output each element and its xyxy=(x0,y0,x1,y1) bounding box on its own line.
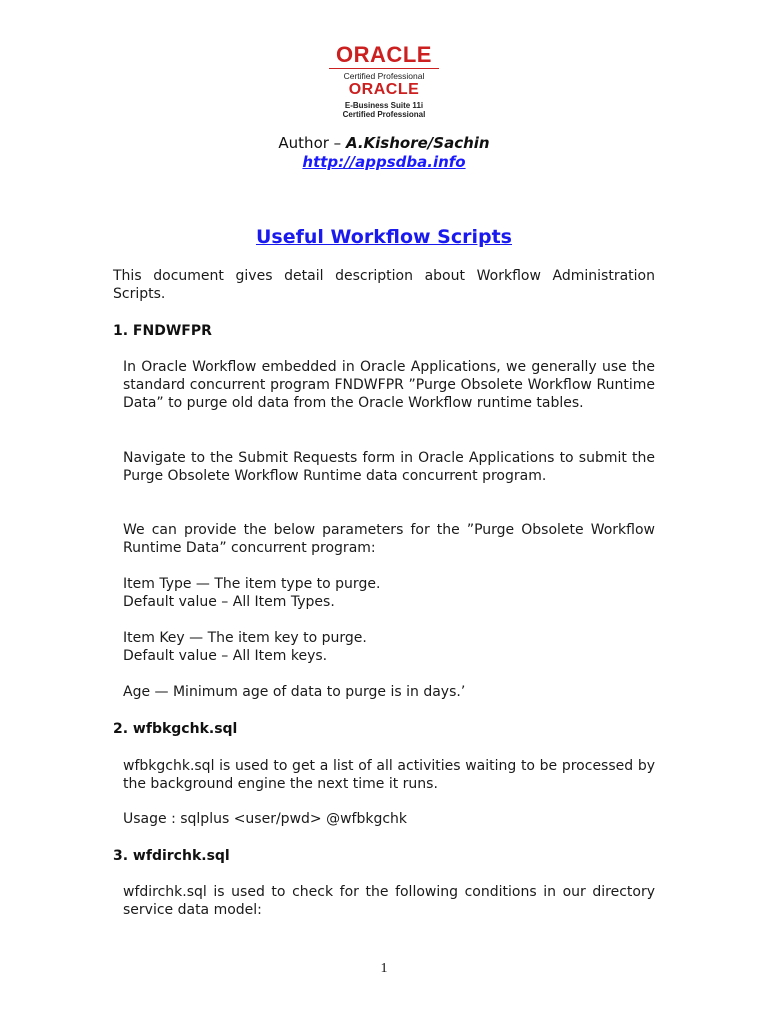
fndwfpr-paragraph-2: Navigate to the Submit Requests form in Oracle Applications to submit the Purge Obsolete Workflow Runtime data concurrent program. xyxy=(123,450,655,484)
oracle-logo-word: ORACLE xyxy=(348,81,420,98)
document-title[interactable]: Useful Workflow Scripts xyxy=(255,226,512,248)
author-website-link[interactable]: http://appsdba.info xyxy=(302,153,466,171)
fndwfpr-paragraph-3: We can provide the below parameters for the ”Purge Obsolete Workflow Runtime Data” concurrent program: xyxy=(123,522,655,556)
wfbkgchk-paragraph: wfbkgchk.sql is used to get a list of all activities waiting to be processed by the background engine the next time it runs. xyxy=(123,758,655,792)
param-item-key: Item Key — The item key to purge. xyxy=(123,630,367,646)
section-heading-fndwfpr: 1. FNDWFPR xyxy=(113,323,212,339)
page-number: 1 xyxy=(380,961,388,976)
logo-subtitle-suite: E-Business Suite 11i xyxy=(344,101,424,110)
logo-subtitle: Certified Professional xyxy=(343,71,425,81)
wfbkgchk-usage: Usage : sqlplus <user/pwd> @wfbkgchk xyxy=(123,811,408,827)
oracle-certified-professional-logo xyxy=(0,44,768,81)
param-item-key-default: Default value – All Item keys. xyxy=(123,648,328,664)
wfdirchk-paragraph: wfdirchk.sql is used to check for the following conditions in our directory service data model: xyxy=(123,884,655,918)
author-line xyxy=(0,134,768,152)
author-names: A.Kishore/Sachin xyxy=(345,134,490,152)
intro-paragraph: This document gives detail description about Workflow Administration Scripts. xyxy=(113,268,655,302)
param-item-type-default: Default value – All Item Types. xyxy=(123,594,335,610)
logo-divider xyxy=(329,68,439,69)
oracle-logo-word: ORACLE xyxy=(336,42,432,67)
oracle-ebs-certified-logo xyxy=(0,82,768,119)
section-heading-wfdirchk: 3. wfdirchk.sql xyxy=(113,848,230,864)
param-age: Age — Minimum age of data to purge is in days.’ xyxy=(123,684,466,700)
param-item-type: Item Type — The item type to purge. xyxy=(123,576,381,592)
section-heading-wfbkgchk: 2. wfbkgchk.sql xyxy=(113,721,238,737)
logo-subtitle-certified: Certified Professional xyxy=(342,110,426,119)
fndwfpr-paragraph-1: In Oracle Workflow embedded in Oracle Applications, we generally use the standard concurrent program FNDWFPR ”Purge Obsolete Workflow Runtime Data” to purge old data from the Oracle Workflow runtime tables. xyxy=(123,359,655,411)
author-label: Author – xyxy=(278,134,346,152)
